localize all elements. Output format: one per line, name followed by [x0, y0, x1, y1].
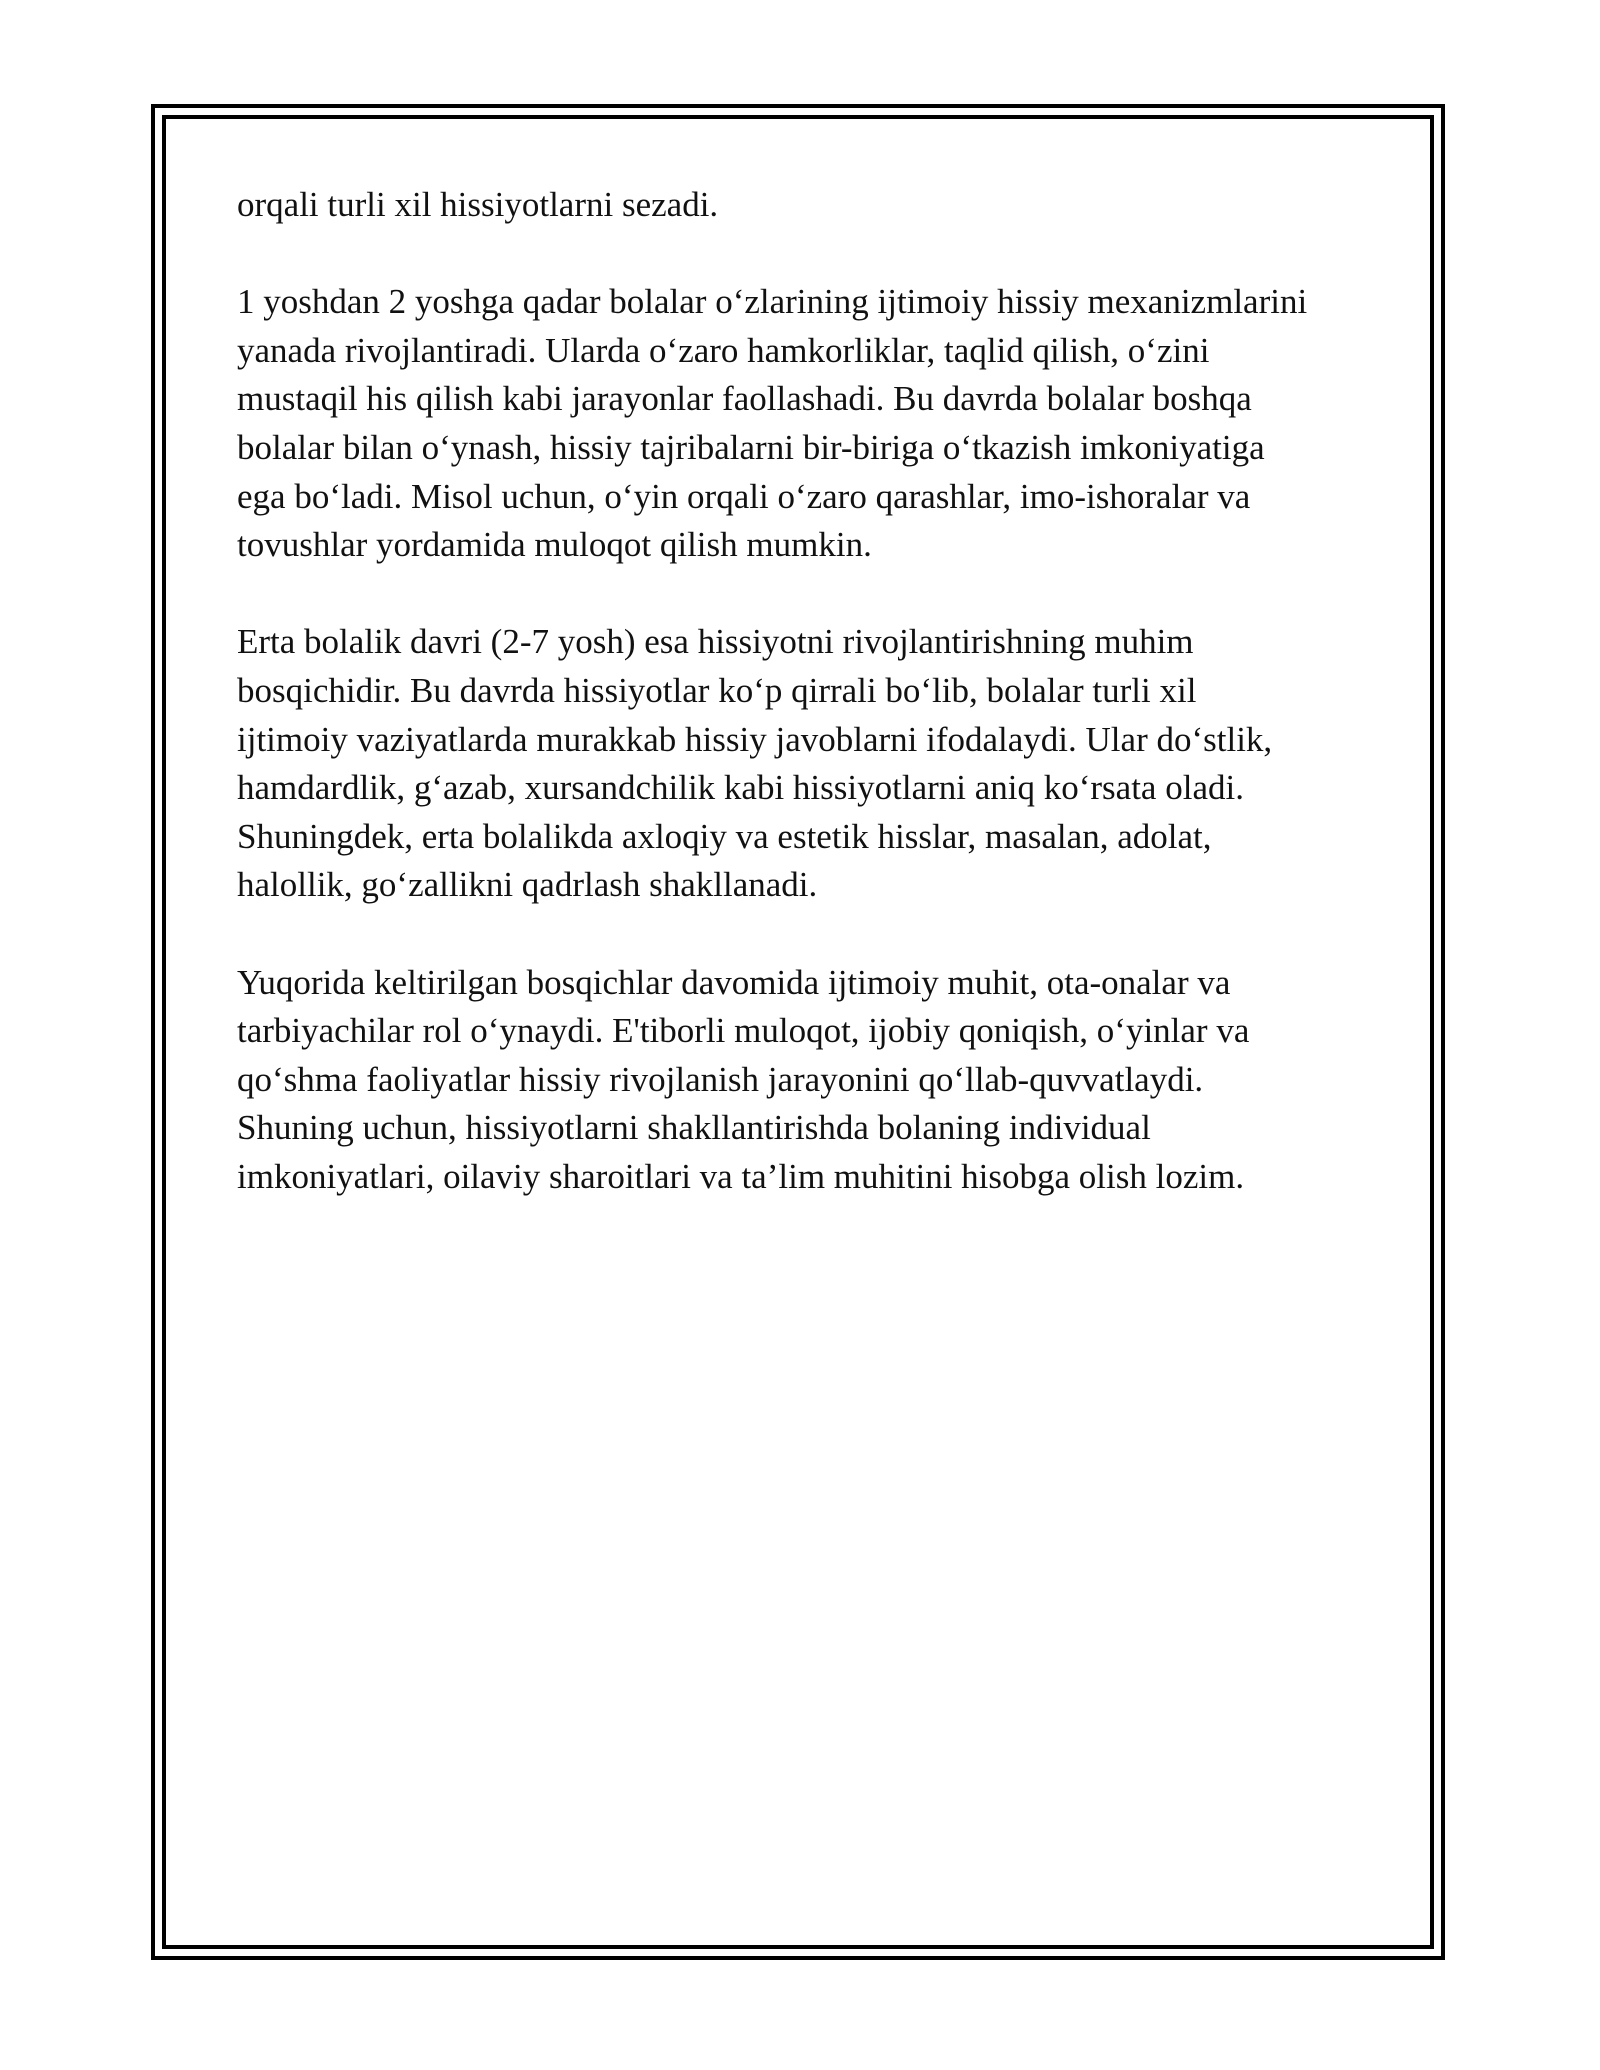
document-body — [237, 181, 1387, 1250]
paragraph-2: 1 yoshdan 2 yoshga qadar bolalar o‘zlarining ijtimoiy hissiy mexanizmlarini yanada rivojlantiradi. Ularda o‘zaro hamkorliklar, taqlid qilish, o‘zini mustaqil his qilish kabi jarayonlar faollashadi. Bu davrda bolalar boshqa bolalar bilan o‘ynash, hissiy tajribalarni bir-biriga o‘tkazish imkoniyatiga ega bo‘ladi. Misol uchun, o‘yin orqali o‘zaro qarashlar, imo-ishoralar va tovushlar yordamida muloqot qilish mumkin. — [237, 282, 1308, 565]
paragraph-1: orqali turli xil hissiyotlarni sezadi. — [237, 185, 719, 224]
paragraph-3: Erta bolalik davri (2-7 yosh) esa hissiyotni rivojlantirishning muhim bosqichidir. Bu davrda hissiyotlar ko‘p qirrali bo‘lib, bolalar turli xil ijtimoiy vaziyatlarda murakkab hissiy javoblarni ifodalaydi. Ular do‘stlik, hamdardlik, g‘azab, xursandchilik kabi hissiyotlarni aniq ko‘rsata oladi. Shuningdek, erta bolalikda axloqiy va estetik hisslar, masalan, adolat, halollik, go‘zallikni qadrlash shakllanadi. — [237, 622, 1273, 905]
paragraph-4: Yuqorida keltirilgan bosqichlar davomida ijtimoiy muhit, ota-onalar va tarbiyachilar rol o‘ynaydi. E'tiborli muloqot, ijobiy qoniqish, o‘yinlar va qo‘shma faoliyatlar hissiy rivojlanish jarayonini qo‘llab-quvvatlaydi. Shuning uchun, hissiyotlarni shakllantirishda bolaning individual imkoniyatlari, oilaviy sharoitlari va ta’lim muhitini hisobga olish lozim. — [237, 962, 1250, 1196]
